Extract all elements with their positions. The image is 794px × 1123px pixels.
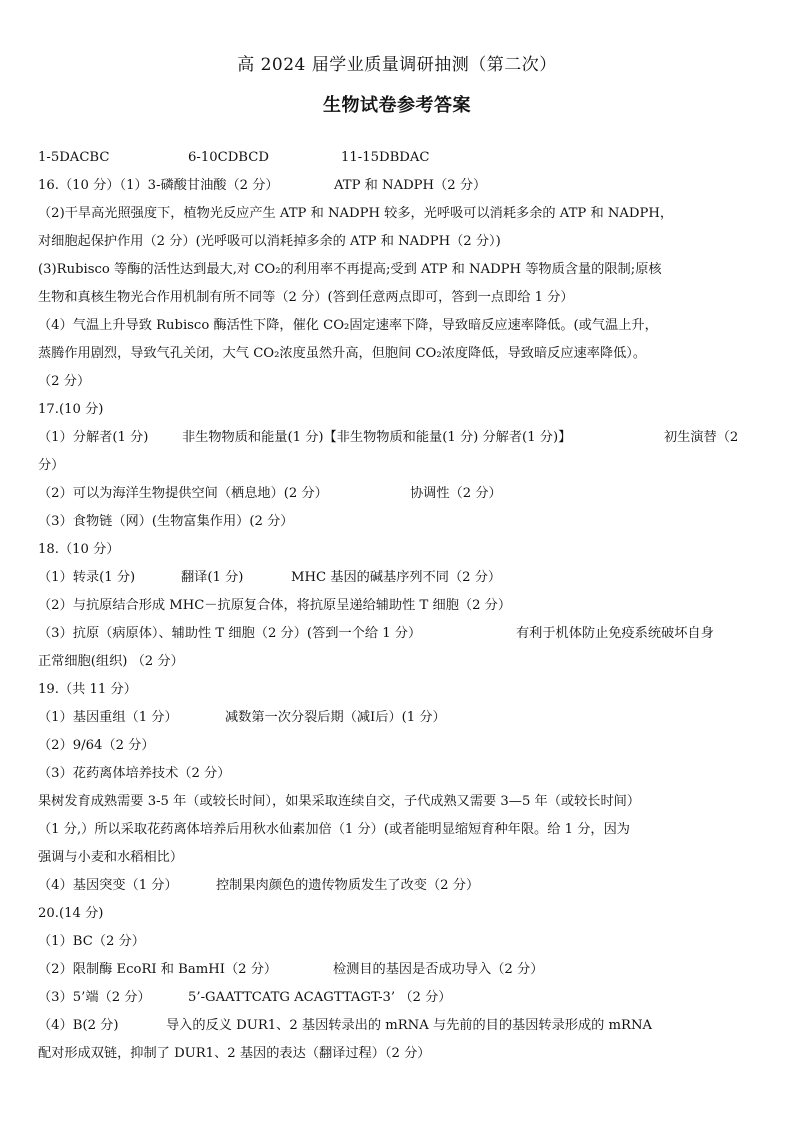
q16-line-6: （4）气温上升导致 Rubisco 酶活性下降，催化 CO₂固定速率下降，导致暗反应速率降低。(或气温上升， (38, 318, 658, 333)
choice-1-5: 1-5DACBC (38, 150, 110, 165)
q17-part2-b: 协调性（2 分） (410, 486, 502, 501)
q18-heading: 18.（10 分） (38, 542, 120, 557)
q19-line-4: 果树发育成熟需要 3-5 年（或较长时间），如果采取连续自交，子代成熟又需要 3—5 年（或较长时间） (38, 794, 641, 809)
q18-line-2: （2）与抗原结合形成 MHC－抗原复合体，将抗原呈递给辅助性 T 细胞（2 分） (38, 598, 512, 613)
q16-line-8: （2 分） (38, 374, 91, 389)
q19-heading: 19.（共 11 分） (38, 682, 137, 697)
choice-11-15: 11-15DBDAC (341, 150, 430, 165)
q18-part1-b: 翻译(1 分) (181, 570, 244, 585)
q20-line-4 (38, 1017, 760, 1035)
q18-part3-b: 有利于机体防止免疫系统破坏自身 (516, 626, 714, 641)
q19-line-3: （3）花药离体培养技术（2 分） (38, 766, 231, 781)
q17-heading: 17.(10 分) (38, 402, 104, 417)
q17-line-1 (38, 429, 760, 447)
q18-line-4: 正常细胞(组织) （2 分） (38, 654, 184, 669)
q19-part1-b: 减数第一次分裂后期（减Ⅰ后）(1 分） (225, 710, 446, 725)
q19-line-7 (38, 877, 760, 895)
q20-part3-a: （3）5’端（2 分） (38, 990, 151, 1005)
q19-line-1 (38, 709, 760, 727)
q17-part2-a: （2）可以为海洋生物提供空间（栖息地）(2 分） (38, 486, 328, 501)
q16-part1-answer-b: ATP 和 NADPH（2 分） (334, 178, 487, 193)
q17-line-4: （3）食物链（网）(生物富集作用）(2 分） (38, 514, 294, 529)
q17-part1-a: （1）分解者(1 分) (38, 430, 149, 445)
page-title: 高 2024 届学业质量调研抽测（第二次） (237, 55, 557, 75)
q17-line-2: 分） (38, 458, 65, 473)
q20-part4-b: 导入的反义 DUR1、2 基因转录出的 mRNA 与先前的目的基因转录形成的 mRNA (166, 1018, 653, 1033)
q16-line-4: (3)Rubisco 等酶的活性达到最大,对 CO₂的利用率不再提高;受到 ATP 和 NADPH 等物质含量的限制;原核 (38, 262, 662, 277)
q20-line-2 (38, 961, 760, 979)
q20-part2-b: 检测目的基因是否成功导入（2 分） (333, 962, 544, 977)
q19-line-5: （1 分,）所以采取花药离体培养后用秋水仙素加倍（1 分）(或者能明显缩短育种年限。给 1 分，因为 (38, 822, 630, 837)
q16-line-7: 蒸腾作用剧烈，导致气孔关闭，大气 CO₂浓度虽然升高，但胞间 CO₂浓度降低，导致暗反应速率降低）。 (38, 346, 647, 361)
q16-line-1 (38, 177, 760, 195)
q20-part3-b: 5’-GAATTCATG ACAGTTAGT-3’ （2 分） (188, 990, 452, 1005)
q20-part4-a: （4）B(2 分) (38, 1018, 119, 1033)
q19-part4-b: 控制果肉颜色的遗传物质发生了改变（2 分） (216, 878, 480, 893)
q18-part3-a: （3）抗原（病原体）、辅助性 T 细胞（2 分）(答到一个给 1 分） (38, 626, 422, 641)
q17-part1-b: 非生物物质和能量(1 分)【非生物物质和能量(1 分) 分解者(1 分)】 (182, 430, 572, 445)
q18-line-1 (38, 569, 760, 587)
q16-line-2: （2)干旱高光照强度下，植物光反应产生 ATP 和 NADPH 较多，光呼吸可以消耗多余的 ATP 和 NADPH， (38, 206, 674, 221)
q20-line-1: （1）BC（2 分） (38, 934, 145, 949)
q19-line-2: （2）9/64（2 分） (38, 738, 155, 753)
q17-part1-c: 初生演替（2 (664, 430, 739, 445)
q20-line-3 (38, 989, 760, 1007)
q19-line-6: 强调与小麦和水稻相比） (38, 850, 184, 865)
q20-heading: 20.(14 分) (38, 906, 104, 921)
q16-part1-answer: 16.（10 分）（1）3-磷酸甘油酸（2 分） (38, 178, 279, 193)
q18-part1-a: （1）转录(1 分) (38, 570, 136, 585)
page-subtitle: 生物试卷参考答案 (323, 95, 471, 116)
choice-6-10: 6-10CDBCD (188, 150, 269, 165)
q19-part1-a: （1）基因重组（1 分） (38, 710, 178, 725)
choice-answers-row (38, 149, 760, 167)
q18-line-3 (38, 625, 760, 643)
q16-line-5: 生物和真核生物光合作用机制有所不同等（2 分）(答到任意两点即可，答到一点即给 1 分） (38, 290, 574, 305)
q17-line-3 (38, 485, 760, 503)
q20-line-5: 配对形成双链，抑制了 DUR1、2 基因的表达（翻译过程）（2 分） (38, 1046, 431, 1061)
q19-part4-a: （4）基因突变（1 分） (38, 878, 178, 893)
q20-part2-a: （2）限制酶 EcoRI 和 BamHI（2 分） (38, 962, 278, 977)
q16-line-3: 对细胞起保护作用（2 分）(光呼吸可以消耗掉多余的 ATP 和 NADPH（2 分）) (38, 234, 501, 249)
q18-part1-c: MHC 基因的碱基序列不同（2 分） (291, 570, 502, 585)
